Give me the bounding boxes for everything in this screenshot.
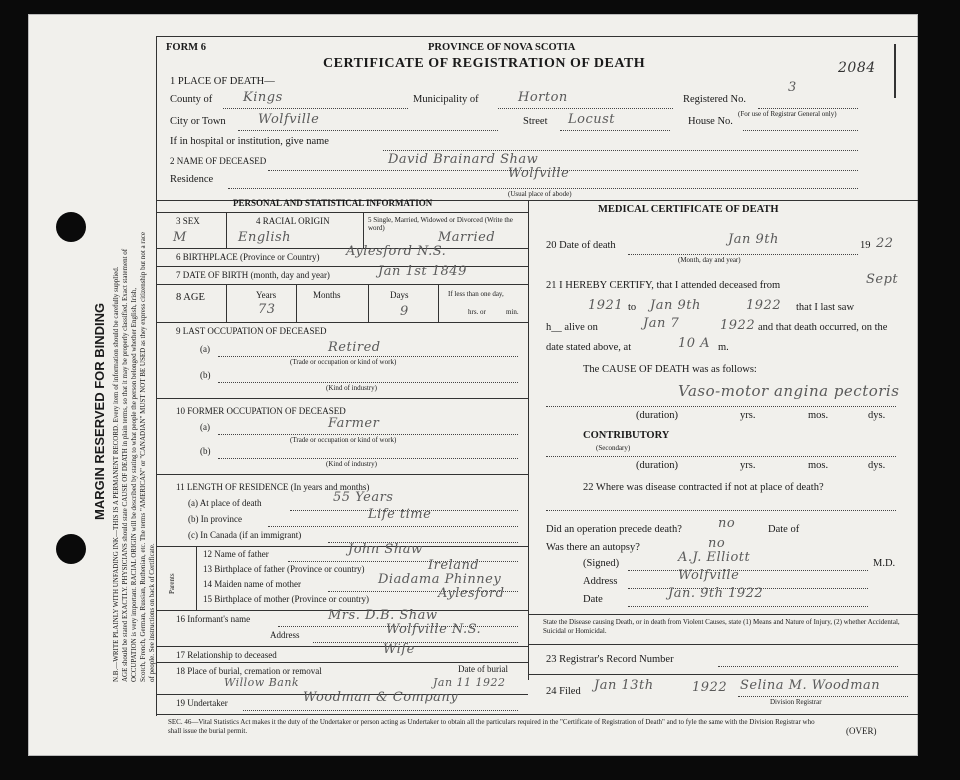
county-label: County of: [170, 94, 213, 105]
last-occ-a-label: (a): [200, 344, 210, 354]
place-of-death-label: 1 PLACE OF DEATH—: [170, 76, 275, 87]
contrib-duration-label: (duration): [636, 460, 678, 471]
former-occ-trade-note: (Trade or occupation or kind of work): [290, 436, 397, 444]
signed-date-label: Date: [583, 594, 603, 605]
filed-label: 24 Filed: [546, 686, 581, 697]
burial-date-label: Date of burial: [458, 664, 508, 674]
residence-value: Wolfville: [508, 166, 570, 181]
race-value: English: [238, 230, 292, 245]
month-day-year-note: (Month, day and year): [678, 256, 741, 264]
md-label: M.D.: [873, 558, 896, 569]
last-occupation-value: Retired: [328, 340, 381, 355]
days-label: Days: [390, 290, 409, 300]
signed-label: (Signed): [583, 558, 620, 569]
division-registrar-signature: Selina M. Woodman: [740, 678, 881, 693]
informant-label: 16 Informant's name: [176, 614, 251, 624]
secondary-note: (Secondary): [596, 444, 631, 452]
operation-date-label: Date of: [768, 524, 800, 535]
division-registrar-label: Division Registrar: [770, 698, 822, 706]
last-occupation-label: 9 LAST OCCUPATION OF DECEASED: [176, 326, 327, 336]
registered-label: Registered No.: [683, 94, 746, 105]
relationship-value: Wife: [383, 642, 415, 657]
death-date-value: Jan 9th: [728, 232, 779, 247]
doctor-address-value: Wolfville: [678, 568, 740, 583]
mother-birthplace-value: Aylesford: [438, 586, 505, 601]
former-occ-a-label: (a): [200, 422, 210, 432]
signed-value: A.J. Elliott: [678, 550, 751, 565]
certify-to-date: Jan 9th: [650, 298, 701, 313]
certify-label: 21 I HEREBY CERTIFY, that I attended deceased from: [546, 280, 781, 291]
min-label: min.: [506, 308, 519, 316]
in-province-label: (b) In province: [188, 514, 242, 524]
operation-value: no: [718, 516, 736, 531]
municipality-label: Municipality of: [413, 94, 479, 105]
sex-label: 3 SEX: [176, 216, 200, 226]
certify-to-year: 1922: [746, 298, 782, 313]
informant-value: Mrs. D.B. Shaw: [328, 608, 438, 623]
over-label: (OVER): [846, 726, 877, 736]
deceased-name-label: 2 NAME OF DECEASED: [170, 156, 267, 166]
years-label: Years: [256, 290, 277, 300]
binding-hole-bottom: [56, 534, 86, 564]
dob-label: 7 DATE OF BIRTH (month, day and year): [176, 270, 330, 280]
contrib-mos-label: mos.: [808, 460, 829, 471]
binding-note-2: AGE should be stated EXACTLY. PHYSICIANS should state CAUSE OF DEATH in plain terms, so that it may be properly classified. Exact statement of: [121, 248, 129, 682]
relationship-label: 17 Relationship to deceased: [176, 650, 277, 660]
autopsy-label: Was there an autopsy?: [546, 542, 640, 553]
street-label: Street: [523, 116, 548, 127]
years-value: 73: [258, 302, 276, 317]
cause-value: Vaso-motor angina pectoris: [678, 382, 900, 400]
city-label: City or Town: [170, 116, 226, 127]
usual-abode-note: (Usual place of abode): [508, 190, 572, 198]
residence-length-label: 11 LENGTH OF RESIDENCE (In years and months): [176, 482, 370, 492]
registrar-note: (For use of Registrar General only): [738, 110, 837, 118]
cause-label: The CAUSE OF DEATH was as follows:: [583, 364, 757, 375]
in-canada-label: (c) In Canada (if an immigrant): [188, 530, 302, 540]
former-occ-industry-note: (Kind of industry): [326, 460, 377, 468]
alive-label: h__ alive on: [546, 322, 598, 333]
duration-label: (duration): [636, 410, 678, 421]
dob-value: Jan 1st 1849: [378, 264, 467, 279]
q22-label: 22 Where was disease contracted if not at place of death?: [583, 482, 824, 493]
duration-mos-label: mos.: [808, 410, 829, 421]
binding-note-4: Scotch, French, German, Russian, Ruthenian, etc. The terms "AMERICAN" or "CANADIAN" MUST NOT BE USED as they express citizenship but not a race: [139, 231, 147, 682]
binding-note-5: of people. See instructions on back of Certificate.: [148, 543, 156, 682]
certificate-paper: [28, 14, 918, 756]
mother-value: Diadama Phinney: [378, 572, 502, 587]
house-label: House No.: [688, 116, 733, 127]
father-birthplace-value: Ireland: [428, 558, 480, 573]
operation-label: Did an operation precede death?: [546, 524, 682, 535]
contrib-yrs-label: yrs.: [740, 460, 756, 471]
former-occupation-value: Farmer: [328, 416, 380, 431]
former-occupation-label: 10 FORMER OCCUPATION OF DECEASED: [176, 406, 346, 416]
burial-place-value: Willow Bank: [224, 676, 300, 689]
occurred-label: and that death occurred, on the: [758, 322, 888, 333]
corner-mark: 2084: [838, 60, 876, 76]
contributory-label: CONTRIBUTORY: [583, 430, 670, 441]
binding-note-1: N.B.—WRITE PLAINLY WITH UNFADING INK—THIS IS A PERMANENT RECORD. Every item of information should be carefully supplied.: [112, 266, 120, 682]
former-occ-b-label: (b): [200, 446, 211, 456]
father-label: 12 Name of father: [203, 549, 269, 559]
binding-margin-title: MARGIN RESERVED FOR BINDING: [92, 302, 107, 520]
certificate-title: CERTIFICATE OF REGISTRATION OF DEATH: [323, 56, 646, 71]
time-value: 10 A: [678, 336, 711, 351]
m-label: m.: [718, 342, 729, 353]
undertaker-value: Woodman & Company: [303, 690, 459, 705]
death-date-label: 20 Date of death: [546, 240, 616, 251]
alive-year: 1922: [720, 318, 756, 333]
birthplace-value: Aylesford N.S.: [346, 244, 447, 259]
doctor-address-label: Address: [583, 576, 618, 587]
burial-place-label: 18 Place of burial, cremation or removal: [176, 666, 322, 676]
parents-label: Parents: [168, 573, 176, 594]
medical-heading: MEDICAL CERTIFICATE OF DEATH: [598, 204, 779, 215]
last-occ-industry-note: (Kind of industry): [326, 384, 377, 392]
father-birthplace-label: 13 Birthplace of father (Province or country): [203, 564, 365, 574]
record-number-label: 23 Registrar's Record Number: [546, 654, 674, 665]
race-label: 4 RACIAL ORIGIN: [256, 216, 330, 226]
hrs-label: hrs. or: [468, 308, 486, 316]
father-value: John Shaw: [348, 542, 423, 557]
death-year-value: 22: [876, 236, 894, 251]
burial-date-value: Jan 11 1922: [433, 676, 506, 689]
binding-hole-top: [56, 212, 86, 242]
binding-note-3: OCCUPATION is very important. RACIAL ORIGIN will be described by stating to what people the person belonged whether English, Irish,: [130, 287, 138, 682]
deceased-name-value: David Brainard Shaw: [388, 152, 539, 167]
hospital-label: If in hospital or institution, give name: [170, 136, 329, 147]
last-occ-b-label: (b): [200, 370, 211, 380]
alive-value: Jan 7: [643, 316, 680, 331]
city-value: Wolfville: [258, 112, 320, 127]
duration-yrs-label: yrs.: [740, 410, 756, 421]
informant-address-label: Address: [270, 630, 300, 640]
filed-date: Jan 13th: [594, 678, 654, 693]
certify-to-label: to: [628, 302, 637, 313]
last-occ-trade-note: (Trade or occupation or kind of work): [290, 358, 397, 366]
contrib-dys-label: dys.: [868, 460, 886, 471]
signed-date-value: Jan. 9th 1922: [668, 586, 764, 601]
violent-causes-note: State the Disease causing Death, or in death from Violent Causes, state (1) Means and Nature of Injury, (2) whether Accidental, Suicidal or Homicidal.: [543, 618, 900, 635]
in-province-value: Life time: [368, 507, 432, 522]
section-46-note: SEC. 46—Vital Statistics Act makes it the duty of the Undertaker or person acting as Undertaker to obtain all the particulars required in the "Certificate of Registration of Death" and to fyle the same with the Division Registrar who shall issue the burial permit.: [168, 718, 815, 735]
autopsy-value: no: [708, 536, 726, 551]
date-stated-label: date stated above, at: [546, 342, 632, 353]
duration-dys-label: dys.: [868, 410, 886, 421]
mother-label: 14 Maiden name of mother: [203, 579, 301, 589]
filed-year: 1922: [692, 680, 728, 695]
mother-birthplace-label: 15 Birthplace of mother (Province or country): [203, 594, 369, 604]
at-place-label: (a) At place of death: [188, 498, 262, 508]
at-place-value: 55 Years: [333, 490, 394, 505]
municipality-value: Horton: [518, 90, 568, 105]
days-value: 9: [400, 304, 409, 319]
certify-from-month: Sept: [866, 272, 899, 287]
death-year-prefix: 19: [860, 240, 871, 251]
undertaker-label: 19 Undertaker: [176, 698, 228, 708]
province-heading: PROVINCE OF NOVA SCOTIA: [428, 42, 576, 53]
certify-from-year: 1921: [588, 298, 624, 313]
last-saw-label: that I last saw: [796, 302, 855, 313]
marital-value: Married: [438, 230, 496, 245]
age-label: 8 AGE: [176, 292, 205, 303]
personal-heading: PERSONAL AND STATISTICAL INFORMATION: [233, 198, 433, 208]
residence-label: Residence: [170, 174, 214, 185]
less-than-day-label: If less than one day,: [448, 290, 504, 298]
birthplace-label: 6 BIRTHPLACE (Province or Country): [176, 252, 320, 262]
form-number: FORM 6: [166, 42, 206, 53]
informant-address-value: Wolfville N.S.: [386, 622, 482, 637]
street-value: Locust: [568, 112, 616, 127]
county-value: Kings: [243, 90, 283, 105]
sex-value: M: [173, 230, 187, 245]
marital-label: 5 Single, Married, Widowed or Divorced (Write the word): [368, 216, 513, 232]
months-label: Months: [313, 290, 341, 300]
registered-value: 3: [788, 80, 797, 95]
